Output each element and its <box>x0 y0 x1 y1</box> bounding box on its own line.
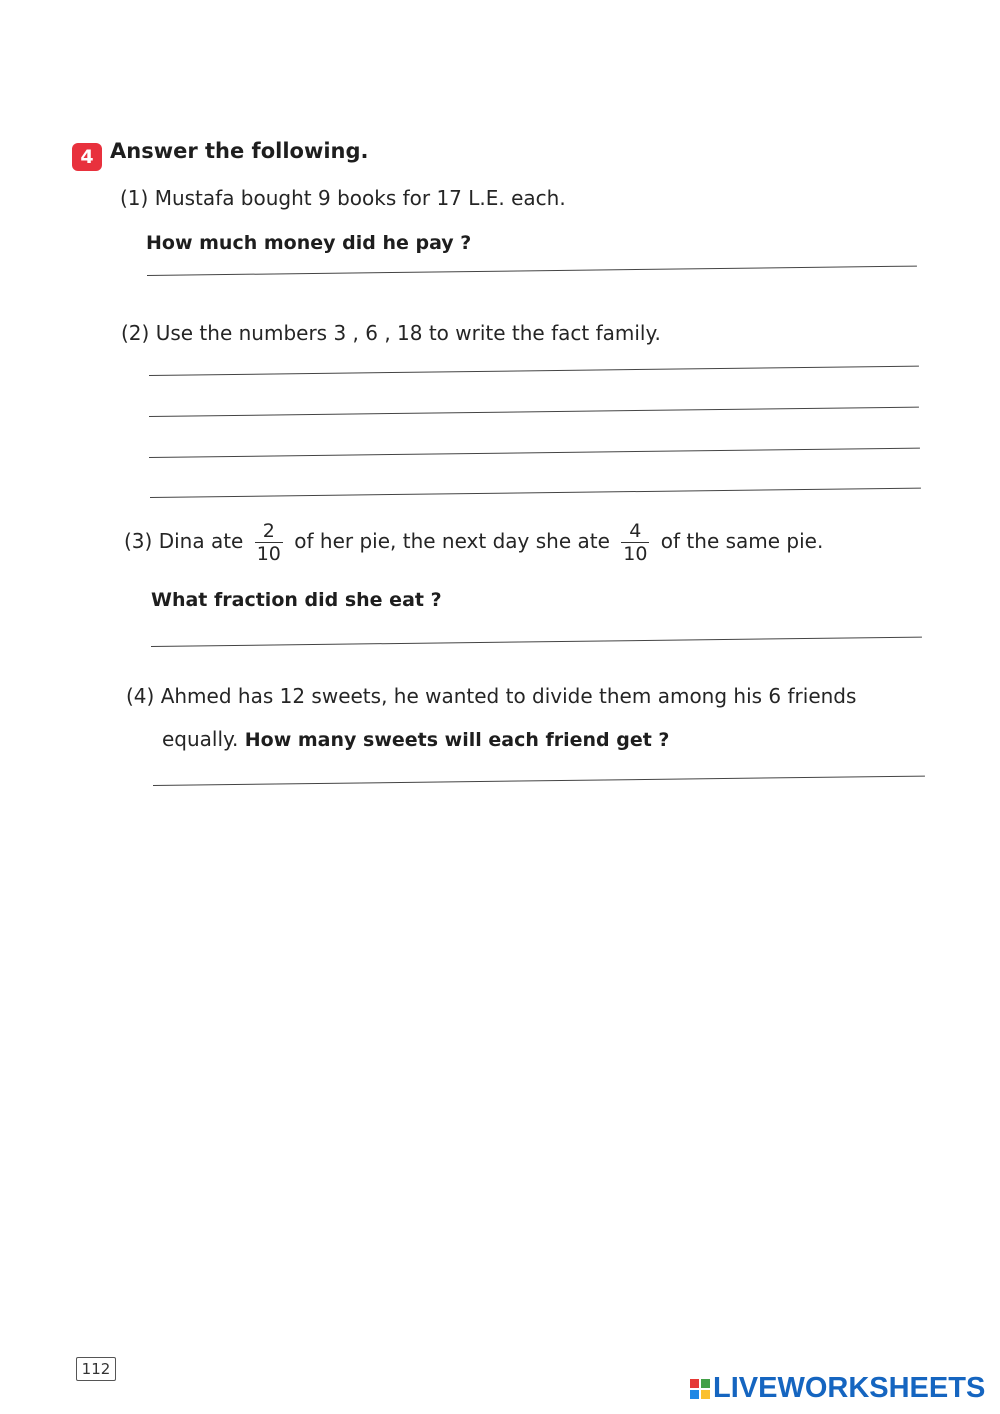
fraction-numerator: 2 <box>262 520 275 542</box>
answer-line-2d[interactable] <box>150 488 921 498</box>
exercise-heading: Answer the following. <box>110 139 369 163</box>
question-1-text: Mustafa bought 9 books for 17 L.E. each. <box>154 186 566 210</box>
question-1-label: (1) <box>120 186 149 210</box>
question-4-ask: How many sweets will each friend get ? <box>244 729 670 751</box>
question-3-text-after: of the same pie. <box>660 529 824 553</box>
answer-line-2b[interactable] <box>149 407 919 417</box>
question-3-text-middle: of her pie, the next day she ate <box>294 529 610 553</box>
brand-name: LIVEWORKSHEETS <box>713 1372 986 1404</box>
brand-blocks-icon <box>690 1379 710 1399</box>
question-3-ask: What fraction did she eat ? <box>151 589 442 611</box>
question-3-label: (3) <box>124 529 153 553</box>
question-4-text: Ahmed has 12 sweets, he wanted to divide them among his 6 friends <box>160 684 857 708</box>
answer-line-3[interactable] <box>151 637 922 647</box>
question-1-ask: How much money did he pay ? <box>146 232 472 254</box>
fraction-denominator: 10 <box>623 543 648 565</box>
fraction-numerator: 4 <box>629 520 642 542</box>
question-2-label: (2) <box>121 321 150 345</box>
brand-logo <box>690 1372 985 1405</box>
question-4-label: (4) <box>126 684 155 708</box>
answer-line-2c[interactable] <box>149 448 920 458</box>
question-3 <box>124 520 823 565</box>
question-4-text2: equally. <box>162 727 239 751</box>
question-2 <box>121 321 661 345</box>
exercise-number-badge: 4 <box>72 143 102 171</box>
question-3-text-before: Dina ate <box>158 529 244 553</box>
question-1 <box>120 186 566 210</box>
answer-line-1[interactable] <box>147 266 917 276</box>
question-4-line-2 <box>162 727 669 751</box>
question-2-text: Use the numbers 3 , 6 , 18 to write the fact family. <box>155 321 661 345</box>
fraction-2-10 <box>254 520 284 565</box>
page-number: 112 <box>76 1357 116 1381</box>
answer-line-2a[interactable] <box>149 366 919 376</box>
question-4 <box>126 684 856 708</box>
answer-line-4[interactable] <box>153 776 925 786</box>
fraction-denominator: 10 <box>256 543 281 565</box>
fraction-4-10 <box>620 520 650 565</box>
